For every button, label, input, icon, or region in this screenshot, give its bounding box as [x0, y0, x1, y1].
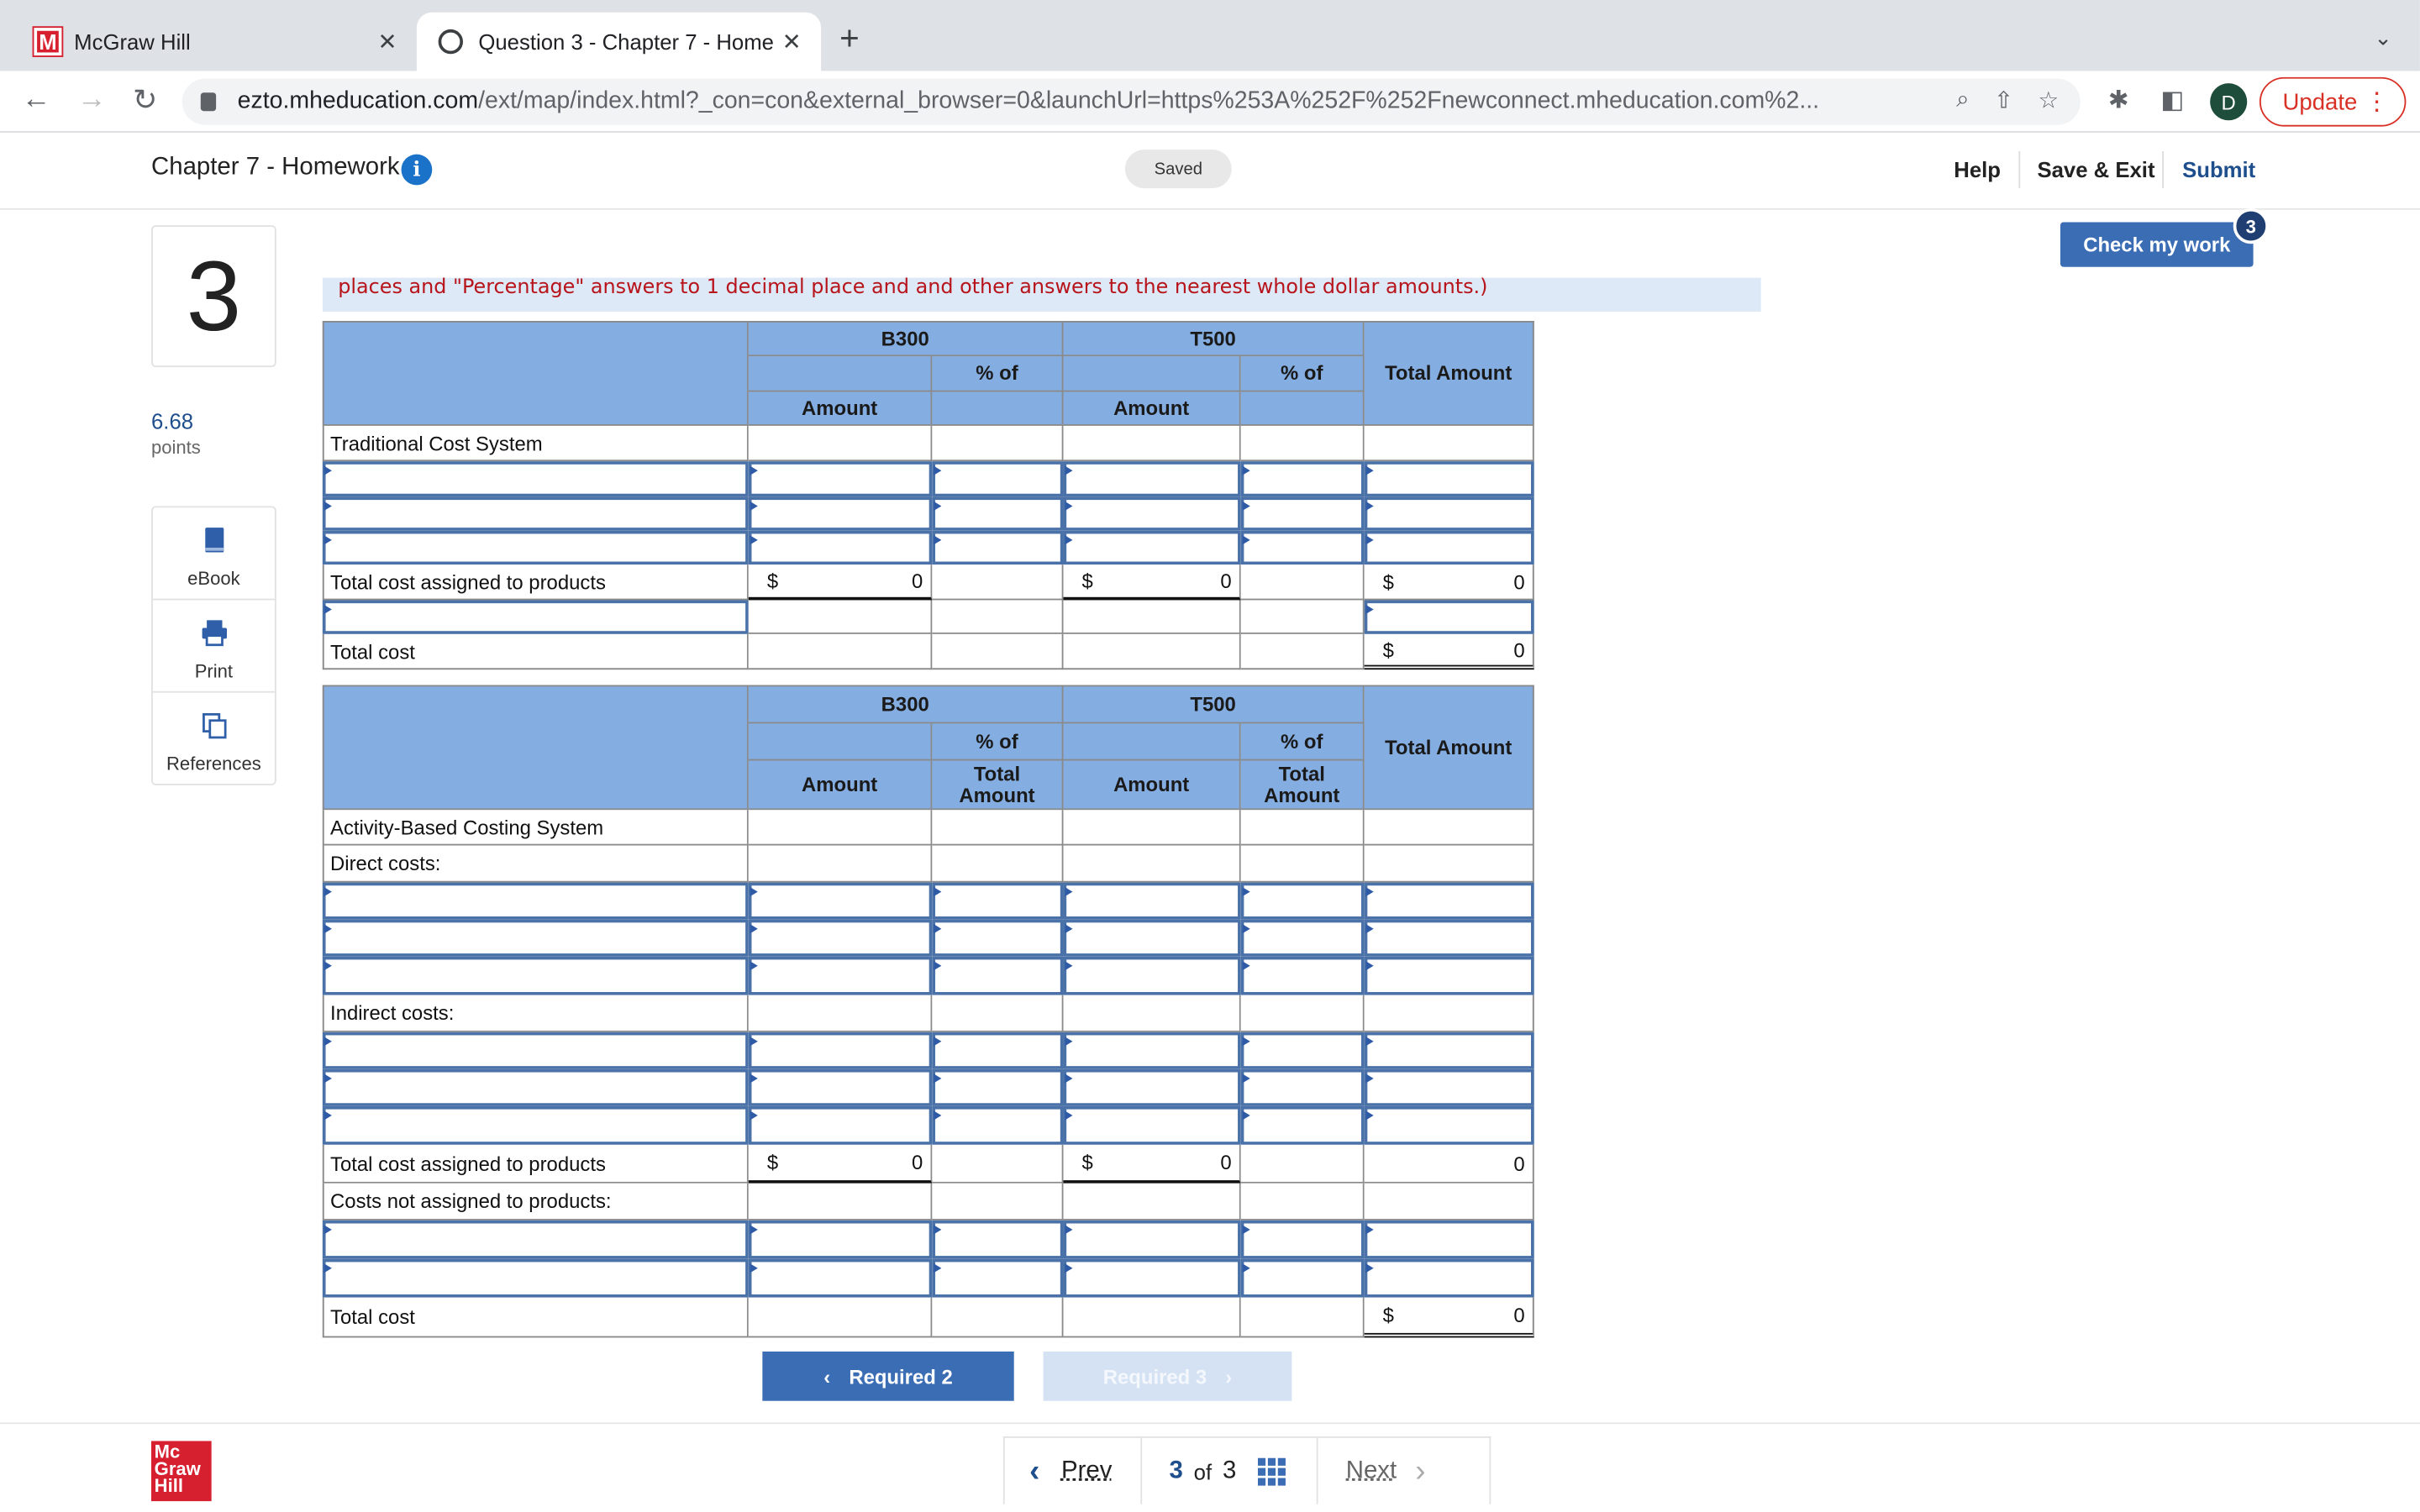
- amount-input[interactable]: [1063, 1259, 1240, 1298]
- required-3-button[interactable]: [1044, 1352, 1292, 1401]
- table-row: [323, 846, 1534, 883]
- header-total-amount: Total Amount: [1365, 321, 1534, 426]
- t500-total-cell: [1063, 1145, 1240, 1184]
- amount-input[interactable]: [1063, 461, 1240, 496]
- total-input[interactable]: [1365, 957, 1534, 995]
- help-link[interactable]: Help: [1954, 157, 2001, 182]
- grand-total-cell: [1365, 634, 1534, 669]
- percent-input[interactable]: [932, 883, 1063, 920]
- empty-cell: [749, 1298, 933, 1338]
- header-blank: [1063, 356, 1240, 391]
- line-item-select[interactable]: [323, 1106, 749, 1145]
- empty-cell: [749, 426, 933, 461]
- empty-cell: [932, 1184, 1063, 1221]
- empty-cell: [1241, 1184, 1365, 1221]
- line-item-select[interactable]: [323, 1069, 749, 1106]
- percent-input[interactable]: [1241, 1221, 1365, 1259]
- table-row: [323, 426, 1534, 461]
- amount-input[interactable]: [749, 1259, 933, 1298]
- update-label: Update: [2282, 88, 2358, 115]
- header-b300: B300: [749, 321, 1064, 356]
- url-path: /ext/map/index.html?_con=con&external_browser=0&launchUrl=https%253A%252F%252Fnewconnect.mheducation.com%2...: [478, 87, 1820, 114]
- grand-assigned-value: 0: [1513, 1152, 1525, 1175]
- percent-input[interactable]: [1241, 1069, 1365, 1106]
- t500-total-value: 0: [1220, 1151, 1232, 1174]
- line-item-select[interactable]: [323, 1221, 749, 1259]
- table-row: [323, 1298, 1534, 1338]
- side-panel-icon[interactable]: ◧: [2160, 87, 2185, 114]
- dollar-sign: $: [1382, 1304, 1394, 1327]
- total-input[interactable]: [1365, 920, 1534, 957]
- tab-title: Question 3 - Chapter 7 - Home: [478, 29, 774, 55]
- header-pct-of: % of: [1241, 356, 1365, 391]
- total-input[interactable]: [1365, 1069, 1534, 1106]
- ebook-button[interactable]: [153, 507, 275, 600]
- points-label: points: [150, 436, 201, 459]
- amount-input[interactable]: [1063, 883, 1240, 920]
- percent-input[interactable]: [932, 957, 1063, 995]
- mcgraw-hill-favicon-icon: M: [34, 28, 61, 55]
- percent-input[interactable]: [932, 1032, 1063, 1069]
- row-label: Activity-Based Costing System: [323, 810, 749, 845]
- table-row: [323, 883, 1534, 920]
- table-row: [323, 496, 1534, 530]
- empty-cell: [1241, 564, 1365, 600]
- profile-avatar[interactable]: D: [2210, 83, 2247, 120]
- table-row: [323, 920, 1534, 957]
- amount-input[interactable]: [749, 1106, 933, 1145]
- total-input[interactable]: [1365, 461, 1534, 496]
- reload-icon[interactable]: ↻: [132, 85, 158, 118]
- amount-input[interactable]: [1063, 1069, 1240, 1106]
- percent-input[interactable]: [932, 1106, 1063, 1145]
- percent-input[interactable]: [1241, 1032, 1365, 1069]
- b300-total-cell: [749, 1145, 933, 1184]
- amount-input[interactable]: [749, 957, 933, 995]
- instruction-text: places and "Percentage" answers to 1 decimal place and and other answers to the nearest whole dollar amounts.): [323, 278, 1761, 312]
- header-total-amount-pct: Total Amount: [1241, 760, 1365, 810]
- t500-total-cell: [1063, 564, 1240, 600]
- total-input[interactable]: [1365, 1032, 1534, 1069]
- percent-input[interactable]: [1241, 531, 1365, 564]
- header-blank: [323, 321, 749, 426]
- dollar-sign: $: [766, 569, 779, 593]
- empty-cell: [932, 564, 1063, 600]
- percent-input[interactable]: [932, 920, 1063, 957]
- empty-cell: [1365, 1184, 1534, 1221]
- table-row: [323, 461, 1534, 496]
- row-label: Costs not assigned to products:: [323, 1184, 749, 1221]
- copy-pages-icon: [200, 711, 228, 739]
- amount-input[interactable]: [1063, 1221, 1240, 1259]
- footer: [0, 1422, 2420, 1504]
- new-tab-button[interactable]: +: [839, 18, 860, 57]
- total-input[interactable]: [1365, 531, 1534, 564]
- empty-cell: [749, 995, 933, 1032]
- empty-cell: [1063, 995, 1240, 1032]
- grid-icon[interactable]: [1258, 1458, 1286, 1486]
- header-pct-of: % of: [932, 723, 1063, 760]
- line-item-select[interactable]: [323, 496, 749, 530]
- percent-input[interactable]: [1241, 957, 1365, 995]
- table-row: [323, 564, 1534, 600]
- b300-total-value: 0: [912, 569, 923, 593]
- line-item-select[interactable]: [323, 461, 749, 496]
- empty-cell: [1063, 810, 1240, 845]
- empty-cell: [1365, 995, 1534, 1032]
- attempts-badge: 3: [2233, 208, 2269, 244]
- percent-input[interactable]: [1241, 496, 1365, 530]
- line-item-select[interactable]: [323, 920, 749, 957]
- row-label: Total cost: [323, 1298, 749, 1338]
- empty-cell: [1365, 426, 1534, 461]
- total-input[interactable]: [1365, 496, 1534, 530]
- header-blank: [749, 356, 933, 391]
- amount-input[interactable]: [749, 920, 933, 957]
- grand-total-value: 0: [1513, 1304, 1525, 1327]
- empty-cell: [1241, 995, 1365, 1032]
- amount-input[interactable]: [749, 1069, 933, 1106]
- percent-input[interactable]: [932, 1069, 1063, 1106]
- lock-icon: [201, 92, 216, 111]
- empty-cell: [1063, 846, 1240, 883]
- amount-input[interactable]: [749, 1221, 933, 1259]
- page-total: 3: [1222, 1457, 1237, 1484]
- question-number: 3: [151, 225, 276, 367]
- references-button[interactable]: [153, 693, 275, 785]
- header-b300: B300: [749, 685, 1064, 723]
- empty-cell: [932, 810, 1063, 845]
- grand-total-cell: [1365, 1298, 1534, 1338]
- mcgraw-hill-logo: Mc Graw Hill: [151, 1441, 212, 1501]
- header-pct-of: % of: [1241, 723, 1365, 760]
- amount-input[interactable]: [1063, 1032, 1240, 1069]
- percent-input[interactable]: [932, 531, 1063, 564]
- header-blank: [323, 685, 749, 810]
- kebab-menu-icon: ⋮: [2364, 89, 2390, 116]
- percent-input[interactable]: [1241, 883, 1365, 920]
- header-pct-of: % of: [932, 356, 1063, 391]
- table1-header: [323, 321, 1534, 426]
- amount-input[interactable]: [749, 461, 933, 496]
- divider: [1317, 1437, 1318, 1504]
- table-row: [323, 1069, 1534, 1106]
- total-input[interactable]: [1365, 883, 1534, 920]
- amount-input[interactable]: [749, 496, 933, 530]
- grand-assigned-cell: [1365, 1145, 1534, 1184]
- chevron-right-icon[interactable]: ›: [1415, 1454, 1426, 1488]
- row-label: Indirect costs:: [323, 995, 749, 1032]
- amount-input[interactable]: [749, 883, 933, 920]
- grand-total-value: 0: [1513, 638, 1525, 662]
- table-row: [323, 600, 1534, 633]
- percent-input[interactable]: [932, 1221, 1063, 1259]
- empty-cell: [1241, 634, 1365, 669]
- print-button[interactable]: [153, 600, 275, 692]
- line-item-select[interactable]: [323, 531, 749, 564]
- tab-title: McGraw Hill: [74, 29, 191, 55]
- divider: [1140, 1437, 1142, 1504]
- table-row: [323, 995, 1534, 1032]
- table-row: [323, 1106, 1534, 1145]
- address-bar[interactable]: [182, 79, 2081, 125]
- empty-cell: [1365, 810, 1534, 845]
- header-amount: Amount: [749, 760, 933, 810]
- empty-cell: [1063, 634, 1240, 669]
- dollar-sign: $: [1081, 569, 1093, 593]
- divider: [2018, 151, 2020, 188]
- empty-cell: [1365, 846, 1534, 883]
- close-tab-icon[interactable]: ✕: [377, 29, 397, 56]
- prev-link[interactable]: Prev: [1061, 1457, 1113, 1484]
- browser-tab-mcgraw-hill[interactable]: [13, 13, 417, 71]
- amount-input[interactable]: [1063, 920, 1240, 957]
- update-button[interactable]: [2260, 77, 2406, 127]
- print-label: Print: [194, 660, 234, 682]
- line-item-select[interactable]: [323, 600, 749, 633]
- dollar-sign: $: [1081, 1151, 1093, 1174]
- header-amount: Amount: [749, 392, 933, 426]
- empty-cell: [932, 995, 1063, 1032]
- total-input[interactable]: [1365, 600, 1534, 633]
- empty-cell: [749, 600, 933, 633]
- row-label: Direct costs:: [323, 846, 749, 883]
- line-item-select[interactable]: [323, 883, 749, 920]
- question-pager: [1003, 1436, 1491, 1504]
- empty-cell: [1241, 600, 1365, 633]
- table-row: [323, 1259, 1534, 1298]
- header-blank: [1241, 392, 1365, 426]
- empty-cell: [932, 600, 1063, 633]
- browser-toolbar: [0, 71, 2420, 132]
- check-my-work-button[interactable]: Check my work: [2060, 222, 2254, 266]
- line-item-select[interactable]: [323, 957, 749, 995]
- dollar-sign: $: [766, 1151, 779, 1174]
- amount-input[interactable]: [749, 531, 933, 564]
- grand-assigned-value: 0: [1513, 570, 1525, 594]
- t500-total-value: 0: [1220, 569, 1232, 593]
- book-icon: [200, 526, 228, 554]
- table-row: [323, 1145, 1534, 1184]
- percent-input[interactable]: [1241, 1259, 1365, 1298]
- total-input[interactable]: [1365, 1106, 1534, 1145]
- empty-cell: [1241, 1145, 1365, 1184]
- empty-cell: [1241, 1298, 1365, 1338]
- empty-cell: [1241, 810, 1365, 845]
- percent-input[interactable]: [1241, 920, 1365, 957]
- table-row: [323, 1184, 1534, 1221]
- chevron-left-icon: ‹: [823, 1364, 831, 1389]
- required-3-label: Required 3: [1102, 1364, 1207, 1389]
- table-row: [323, 634, 1534, 669]
- dollar-sign: $: [1382, 638, 1394, 662]
- row-label: Traditional Cost System: [323, 426, 749, 461]
- app-header: [0, 133, 2420, 210]
- empty-cell: [749, 634, 933, 669]
- required-2-label: Required 2: [849, 1364, 953, 1389]
- b300-total-value: 0: [912, 1151, 923, 1174]
- amount-input[interactable]: [749, 1032, 933, 1069]
- header-blank: [1063, 723, 1240, 760]
- share-icon[interactable]: ⇧: [1993, 87, 2014, 114]
- percent-input[interactable]: [932, 461, 1063, 496]
- table-row: [323, 531, 1534, 564]
- amount-input[interactable]: [1063, 496, 1240, 530]
- empty-cell: [932, 1298, 1063, 1338]
- points-value: 6.68: [150, 408, 194, 434]
- chevron-right-icon: ›: [1225, 1364, 1233, 1389]
- divider: [2162, 151, 2164, 188]
- url-host: ezto.mheducation.com: [237, 87, 479, 114]
- table-row: [323, 1221, 1534, 1259]
- info-icon[interactable]: i: [402, 155, 433, 186]
- saved-status-badge: Saved: [1125, 150, 1232, 188]
- percent-input[interactable]: [932, 496, 1063, 530]
- row-label: Total cost: [323, 634, 749, 669]
- save-exit-link[interactable]: Save & Exit: [2037, 157, 2155, 182]
- total-input[interactable]: [1365, 1259, 1534, 1298]
- dollar-sign: $: [1382, 570, 1394, 594]
- table-row: [323, 810, 1534, 845]
- percent-input[interactable]: [932, 1259, 1063, 1298]
- total-input[interactable]: [1365, 1221, 1534, 1259]
- page-current: 3: [1169, 1457, 1183, 1484]
- table-row: [323, 957, 1534, 995]
- references-label: References: [166, 753, 261, 775]
- chevron-left-icon[interactable]: ‹: [1029, 1454, 1040, 1488]
- browser-tab-question[interactable]: [417, 13, 821, 71]
- empty-cell: [1063, 1184, 1240, 1221]
- header-total-amount: Total Amount: [1365, 685, 1534, 810]
- empty-cell: [932, 1145, 1063, 1184]
- required-2-button[interactable]: [762, 1352, 1013, 1401]
- tool-panel: [151, 506, 276, 785]
- b300-total-cell: [749, 564, 933, 600]
- close-tab-icon[interactable]: ✕: [781, 29, 802, 56]
- header-blank: [749, 723, 933, 760]
- assignment-title: Chapter 7 - Homework: [150, 154, 400, 181]
- ebook-label: eBook: [187, 567, 240, 590]
- extensions-puzzle-icon[interactable]: ✱: [2107, 87, 2129, 114]
- amount-input[interactable]: [1063, 531, 1240, 564]
- empty-cell: [1241, 846, 1365, 883]
- forward-arrow-icon[interactable]: →: [76, 83, 107, 116]
- empty-cell: [932, 846, 1063, 883]
- amount-input[interactable]: [1063, 1106, 1240, 1145]
- back-arrow-icon[interactable]: ←: [21, 83, 51, 116]
- header-amount: Amount: [1063, 392, 1240, 426]
- globe-icon: [439, 29, 463, 54]
- line-item-select[interactable]: [323, 1259, 749, 1298]
- browser-tab-bar: [0, 0, 2420, 71]
- empty-cell: [932, 634, 1063, 669]
- line-item-select[interactable]: [323, 1032, 749, 1069]
- page-of: of: [1193, 1459, 1213, 1484]
- tab-search-chevron-icon[interactable]: ⌄: [2374, 24, 2392, 50]
- empty-cell: [932, 426, 1063, 461]
- empty-cell: [1063, 600, 1240, 633]
- percent-input[interactable]: [1241, 461, 1365, 496]
- empty-cell: [749, 810, 933, 845]
- row-label: Total cost assigned to products: [323, 564, 749, 600]
- header-amount: Amount: [1063, 760, 1240, 810]
- submit-link[interactable]: Submit: [2182, 157, 2256, 182]
- empty-cell: [1063, 426, 1240, 461]
- empty-cell: [749, 1184, 933, 1221]
- printer-icon: [200, 619, 228, 647]
- amount-input[interactable]: [1063, 957, 1240, 995]
- row-label: Total cost assigned to products: [323, 1145, 749, 1184]
- header-blank: [932, 392, 1063, 426]
- header-t500: T500: [1063, 321, 1364, 356]
- table-row: [323, 1032, 1534, 1069]
- header-total-amount-pct: Total Amount: [932, 760, 1063, 810]
- header-t500: T500: [1063, 685, 1364, 723]
- empty-cell: [1241, 426, 1365, 461]
- grand-assigned-cell: [1365, 564, 1534, 600]
- next-link[interactable]: Next: [1345, 1457, 1397, 1484]
- empty-cell: [1063, 1298, 1240, 1338]
- empty-cell: [749, 846, 933, 883]
- percent-input[interactable]: [1241, 1106, 1365, 1145]
- table2-header: [323, 685, 1534, 810]
- zoom-icon[interactable]: ⌕: [1956, 86, 1970, 113]
- bookmark-star-icon[interactable]: ☆: [2038, 87, 2060, 114]
